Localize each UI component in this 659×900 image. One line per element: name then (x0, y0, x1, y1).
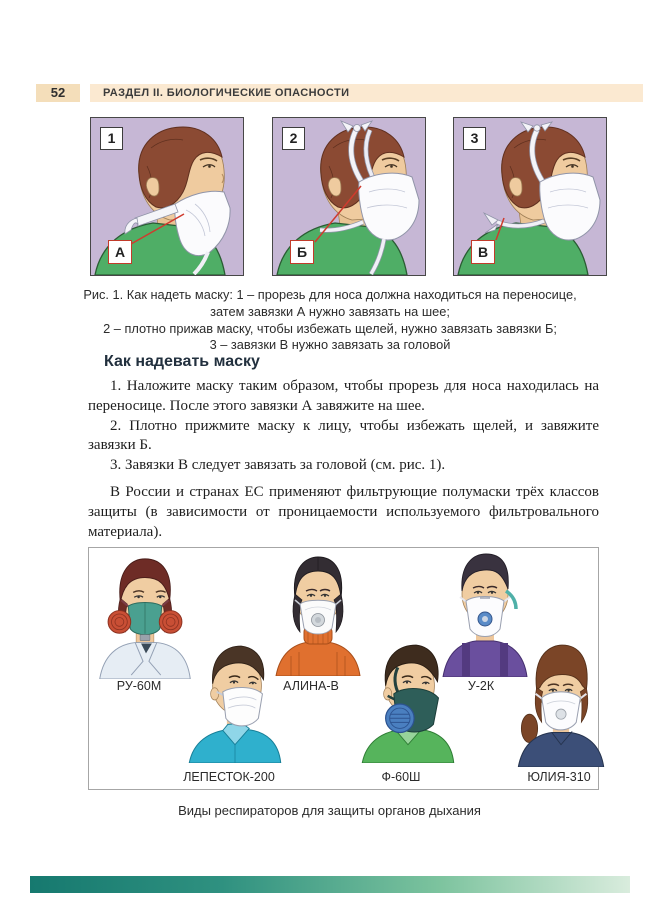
respirator-ru60m-illustration (95, 551, 195, 679)
panel-number-badge: 3 (463, 127, 486, 150)
section-header-bar (90, 84, 643, 102)
figure1-caption (60, 287, 600, 354)
section-heading: Как надевать маску (104, 353, 260, 370)
figure1-caption-line: 3 – завязки В нужно завязать за головой (209, 337, 451, 353)
figure1-panel-1 (90, 117, 244, 276)
respirator-label-lepestok200: ЛЕПЕСТОК-200 (183, 770, 275, 784)
paragraph-step-3: 3. Завязки В следует завязать за головой (см. рис. 1). (110, 457, 446, 474)
tie-label-badge-v: В (471, 240, 495, 264)
figure1-caption-line: 2 – плотно прижав маску, чтобы избежать щелей, нужно завязать завязки Б; (103, 320, 557, 336)
footer-decorative-band (30, 876, 630, 893)
body-text (88, 377, 599, 542)
respirator-label-yulia310: ЮЛИЯ-310 (527, 770, 591, 784)
figure2-respirators-box (88, 547, 599, 790)
tie-label-badge-a: А (108, 240, 132, 264)
respirator-label-ru60m: РУ-60М (116, 679, 162, 693)
paragraph-filter-classes: В России и странах ЕС применяют фильтрующие полумаски трёх классов защиты (в зависимости от проницаемости используемого фильтровального материала). (88, 483, 599, 540)
figure1-caption-line: затем завязки А нужно завязать на шее; (210, 303, 450, 319)
paragraph-step-2: 2. Плотно прижмите маску к лицу, чтобы избежать щелей, и завяжите завязки Б. (88, 417, 599, 454)
respirator-yulia310-illustration (515, 641, 607, 767)
figure1-caption-line: Рис. 1. Как надеть маску: 1 – прорезь для носа должна находиться на переносице, (83, 287, 577, 302)
respirator-lepestok200-illustration (184, 641, 286, 763)
respirator-f60sh-illustration (357, 641, 459, 763)
figure2-caption: Виды респираторов для защиты органов дыхания (178, 803, 481, 818)
figure1-panel-2 (272, 117, 426, 276)
section-header-title: РАЗДЕЛ II. БИОЛОГИЧЕСКИЕ ОПАСНОСТИ (103, 87, 350, 99)
panel-number-badge: 2 (282, 127, 305, 150)
tie-label-badge-b: Б (290, 240, 314, 264)
paragraph-step-1: 1. Наложите маску таким образом, чтобы прорезь для носа находилась на переносице. После этого завязки А завяжите на шее. (88, 378, 599, 414)
page-number: 52 (36, 84, 80, 102)
panel-number-badge: 1 (100, 127, 123, 150)
figure1-panel-3 (453, 117, 607, 276)
respirator-label-u2k: У-2К (467, 679, 495, 693)
respirator-label-alina-v: АЛИНА-В (283, 679, 339, 693)
respirator-label-f60sh: Ф-60Ш (381, 770, 421, 784)
